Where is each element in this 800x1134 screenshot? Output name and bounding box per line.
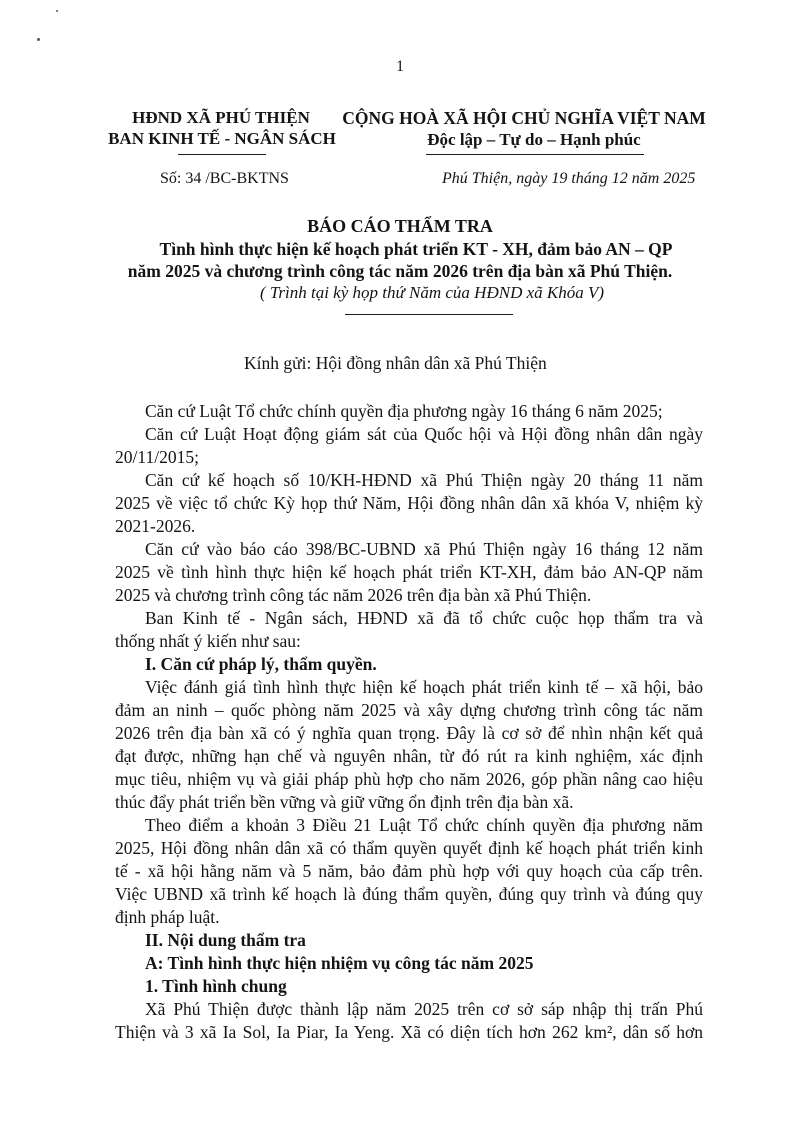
paragraph-line: 20/11/2015; <box>115 447 199 467</box>
paragraph-line: thống nhất ý kiến như sau: <box>115 631 301 651</box>
heading-text: II. Nội dung thẩm tra <box>145 930 306 950</box>
paragraph-line: 2026 trên địa bàn xã có ý nghĩa quan trọng. Đây là cơ sở để nhìn nhận kết quả <box>115 723 703 743</box>
report-subject-line1: Tình hình thực hiện kế hoạch phát triển KT - XH, đảm bảo AN – QP <box>159 239 673 259</box>
paragraph-line: 2025 về việc tổ chức Kỳ họp thứ Năm, Hội đồng nhân dân xã khóa V, nhiệm kỳ <box>115 493 703 513</box>
page-number: 1 <box>396 58 404 75</box>
section-heading-review-content <box>115 929 703 952</box>
report-submission-note: ( Trình tại kỳ họp thứ Năm của HĐND xã Khóa V) <box>259 283 605 302</box>
place-and-date: Phú Thiện, ngày 19 tháng 12 năm 2025 <box>442 170 696 187</box>
report-subject-line2: năm 2025 và chương trình công tác năm 2026 trên địa bàn xã Phú Thiện. <box>127 261 673 281</box>
paragraph-line: 2025 và chương trình công tác năm 2026 trên địa bàn xã Phú Thiện. <box>115 585 592 605</box>
paragraph-line: Căn cứ Luật Hoạt động giám sát của Quốc hội và Hội đồng nhân dân ngày <box>145 424 703 444</box>
org-committee: BAN KINH TẾ - NGÂN SÁCH <box>108 129 336 148</box>
scan-speck <box>56 10 58 12</box>
paragraph-legal-basis-1 <box>115 400 703 423</box>
section-heading-legal-basis <box>115 653 703 676</box>
section-heading-2025-tasks <box>115 952 703 975</box>
paragraph-line: Căn cứ vào báo cáo 398/BC-UBND xã Phú Thiện ngày 16 tháng 12 năm <box>145 539 703 559</box>
header-left-underline <box>178 154 266 155</box>
paragraph-line: Ban Kinh tế - Ngân sách, HĐND xã đã tổ chức cuộc họp thẩm tra và <box>145 608 703 628</box>
national-motto: Độc lập – Tự do – Hạnh phúc <box>427 130 641 149</box>
heading-text: A: Tình hình thực hiện nhiệm vụ công tác năm 2025 <box>145 953 534 973</box>
paragraph-line: Việc đánh giá tình hình thực hiện kế hoạch phát triển kinh tế – xã hội, bảo <box>145 677 703 697</box>
paragraph-line: 2021-2026. <box>115 516 196 536</box>
org-name: HĐND XÃ PHÚ THIỆN <box>132 108 310 127</box>
heading-text: 1. Tình hình chung <box>145 976 287 996</box>
paragraph-line: mục tiêu, nhiệm vụ và giải pháp phù hợp cho năm 2026, góp phần nâng cao hiệu <box>115 769 703 789</box>
paragraph-line: định pháp luật. <box>115 907 220 927</box>
scan-speck <box>37 38 40 41</box>
paragraph-commune-overview <box>115 998 703 1044</box>
heading-text: I. Căn cứ pháp lý, thẩm quyền. <box>145 654 377 674</box>
paragraph-line: 2025 về tình hình thực hiện kế hoạch phát triển KT-XH, đảm bảo AN-QP năm <box>115 562 703 582</box>
addressee: Kính gửi: Hội đồng nhân dân xã Phú Thiện <box>244 353 547 373</box>
paragraph-line: Thiện và 3 xã Ia Sol, Ia Piar, Ia Yeng. Xã có diện tích hơn 262 km², dân số hơn <box>115 1022 703 1042</box>
paragraph-legal-basis-4 <box>115 538 703 607</box>
paragraph-line: tế - xã hội hằng năm và 5 năm, bảo đảm phù hợp với quy hoạch của cấp trên. <box>115 861 703 881</box>
report-title: BÁO CÁO THẨM TRA <box>307 216 493 236</box>
title-underline <box>345 314 513 315</box>
paragraph-line: thúc đẩy phát triển bền vững và giữ vững ổn định trên địa bàn xã. <box>115 792 574 812</box>
paragraph-line: Xã Phú Thiện được thành lập năm 2025 trên cơ sở sáp nhập thị trấn Phú <box>145 999 703 1019</box>
paragraph-assessment-importance <box>115 676 703 814</box>
header-right-underline <box>426 154 644 155</box>
national-title: CỘNG HOÀ XÃ HỘI CHỦ NGHĨA VIỆT NAM <box>342 108 706 128</box>
paragraph-line: Theo điểm a khoản 3 Điều 21 Luật Tổ chức chính quyền địa phương năm <box>145 815 703 835</box>
paragraph-line: đảm an ninh – quốc phòng năm 2025 và xây dựng chương trình công tác năm <box>115 700 703 720</box>
paragraph-committee-meeting <box>115 607 703 653</box>
paragraph-line: 2025, Hội đồng nhân dân xã có thẩm quyền quyết định kế hoạch phát triển kinh <box>115 838 703 858</box>
paragraph-line: Căn cứ Luật Tổ chức chính quyền địa phương ngày 16 tháng 6 năm 2025; <box>145 401 663 421</box>
paragraph-line: Căn cứ kế hoạch số 10/KH-HĐND xã Phú Thiện ngày 20 tháng 11 năm <box>145 470 703 490</box>
paragraph-legal-basis-3 <box>115 469 703 538</box>
paragraph-line: đạt được, những hạn chế và nguyên nhân, từ đó rút ra kinh nghiệm, xác định <box>115 746 703 766</box>
document-number: Số: 34 /BC-BKTNS <box>160 170 289 187</box>
paragraph-legal-basis-2 <box>115 423 703 469</box>
paragraph-authority <box>115 814 703 929</box>
section-heading-general-situation <box>115 975 703 998</box>
paragraph-line: Việc UBND xã trình kế hoạch là đúng thẩm quyền, đúng quy trình và đúng quy <box>115 884 703 904</box>
